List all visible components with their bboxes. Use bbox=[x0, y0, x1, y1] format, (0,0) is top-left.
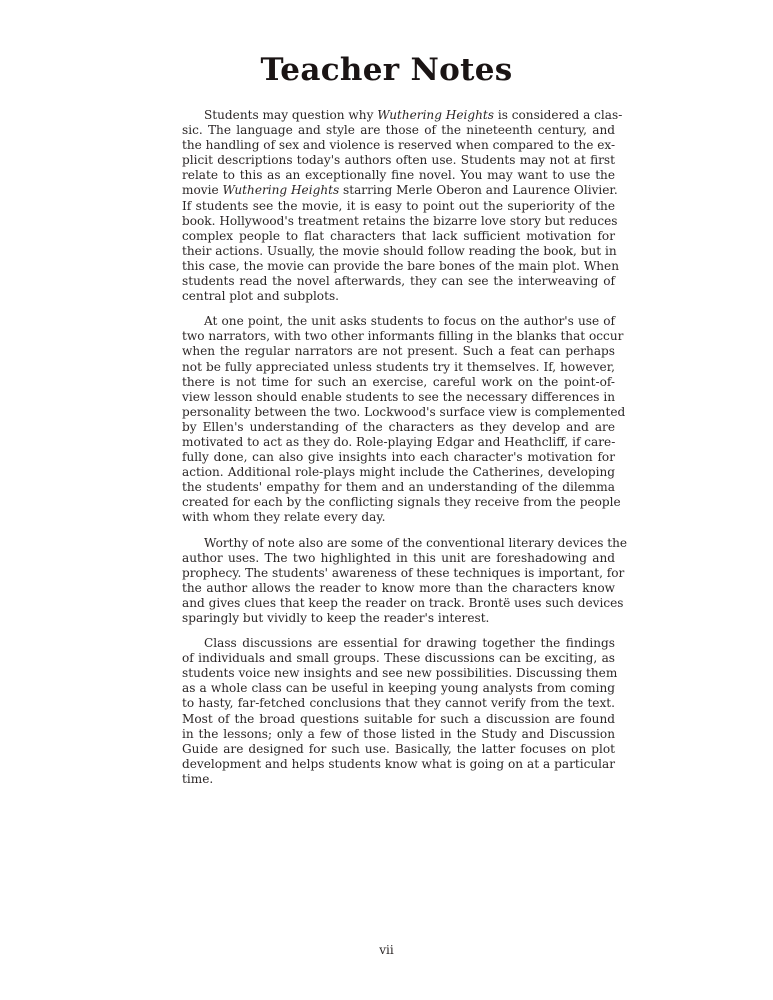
text-line: Worthy of note also are some of the conventional literary devices the bbox=[204, 535, 628, 550]
text-line: with whom they relate every day. bbox=[182, 510, 386, 525]
text-line: plicit descriptions today's authors often use. Students may not at first bbox=[182, 153, 615, 168]
text-line: students voice new insights and see new possibilities. Discussing them bbox=[182, 666, 618, 681]
text-line: the author allows the reader to know more than the characters know bbox=[182, 580, 615, 595]
text-line: their actions. Usually, the movie should follow reading the book, but in bbox=[182, 243, 617, 258]
text-line: book. Hollywood's treatment retains the bizarre love story but reduces bbox=[182, 213, 618, 228]
text-line: time. bbox=[182, 771, 214, 786]
text-line: there is not time for such an exercise, careful work on the point-of- bbox=[182, 374, 615, 389]
text-line: Students may question why Wuthering Heights is considered a clas- bbox=[204, 108, 623, 122]
text-line: If students see the movie, it is easy to point out the superiority of the bbox=[182, 198, 615, 213]
text-line: fully done, can also give insights into each character's motivation for bbox=[182, 450, 615, 465]
italic-title: Wuthering Heights bbox=[377, 108, 494, 122]
text-line: Most of the broad questions suitable for such a discussion are found bbox=[182, 711, 615, 726]
text-line: sic. The language and style are those of the nineteenth century, and bbox=[182, 123, 615, 138]
text-line: as a whole class can be useful in keeping young analysts from coming bbox=[182, 681, 615, 696]
text-line: two narrators, with two other informants filling in the blanks that occur bbox=[182, 329, 624, 344]
text-line: sparingly but vividly to keep the reader's interest. bbox=[182, 611, 490, 625]
text-line: central plot and subplots. bbox=[182, 289, 340, 304]
text-line: by Ellen's understanding of the characters as they develop and are bbox=[182, 419, 615, 434]
text-line: to hasty, far-fetched conclusions that they cannot verify from the text. bbox=[182, 696, 615, 711]
text-line: prophecy. The students' awareness of these techniques is important, for bbox=[182, 565, 625, 580]
text-line: motivated to act as they do. Role-playing Edgar and Heathcliff, if care- bbox=[182, 434, 616, 449]
text-line: development and helps students know what is going on at a particular bbox=[182, 756, 615, 771]
text-line: personality between the two. Lockwood's surface view is complemented bbox=[182, 404, 626, 419]
text-line: movie Wuthering Heights starring Merle Oberon and Laurence Olivier. bbox=[182, 183, 618, 198]
text-line: the students' empathy for them and an understanding of the dilemma bbox=[182, 480, 615, 495]
body-text bbox=[182, 108, 628, 797]
text-line: At one point, the unit asks students to focus on the author's use of bbox=[204, 314, 615, 329]
text-line: and gives clues that keep the reader on track. Brontë uses such devices bbox=[182, 595, 624, 610]
italic-title: Wuthering Heights bbox=[222, 183, 340, 198]
text-line: the handling of sex and violence is reserved when compared to the ex- bbox=[182, 138, 616, 153]
paragraph bbox=[182, 535, 628, 627]
text-line: view lesson should enable students to see the necessary differences in bbox=[182, 389, 615, 404]
text-line: complex people to flat characters that lack sufficient motivation for bbox=[182, 228, 615, 243]
text-line: students read the novel afterwards, they can see the interweaving of bbox=[182, 274, 615, 289]
text-line: this case, the movie can provide the bare bones of the main plot. When bbox=[182, 258, 620, 273]
paragraph bbox=[182, 636, 618, 787]
text-line: of individuals and small groups. These discussions can be exciting, as bbox=[182, 651, 615, 666]
text-line: Class discussions are essential for drawing together the findings bbox=[204, 636, 615, 651]
text-line: author uses. The two highlighted in this unit are foreshadowing and bbox=[182, 550, 615, 565]
text-line: action. Additional role-plays might include the Catherines, developing bbox=[182, 465, 615, 480]
text-line: when the regular narrators are not present. Such a feat can perhaps bbox=[182, 344, 615, 359]
paragraph bbox=[182, 314, 626, 525]
paragraph bbox=[182, 108, 623, 304]
text-line: Guide are designed for such use. Basically, the latter focuses on plot bbox=[182, 741, 615, 756]
text-line: in the lessons; only a few of those listed in the Study and Discussion bbox=[182, 726, 615, 741]
text-line: not be fully appreciated unless students try it themselves. If, however, bbox=[182, 359, 615, 374]
text-line: created for each by the conflicting signals they receive from the people bbox=[182, 495, 621, 510]
page-number: vii bbox=[379, 943, 394, 957]
page-title: Teacher Notes bbox=[260, 52, 513, 88]
text-line: relate to this as an exceptionally fine novel. You may want to use the bbox=[182, 168, 615, 183]
